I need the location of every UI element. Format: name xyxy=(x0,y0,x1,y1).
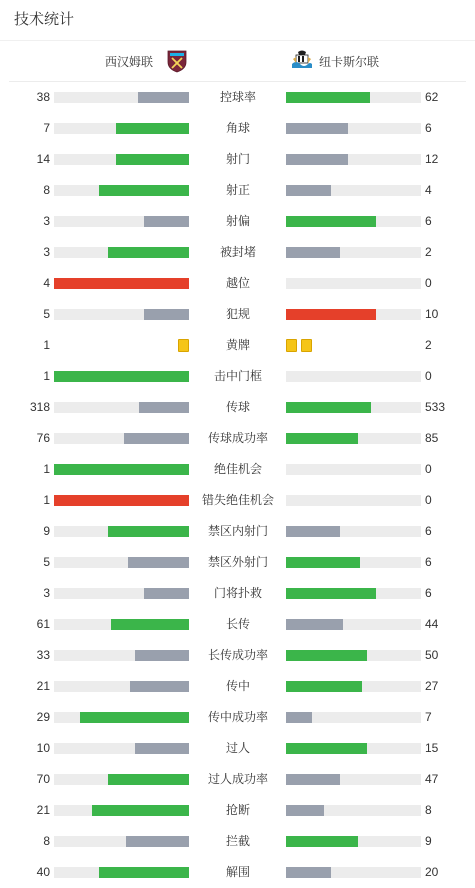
away-value: 15 xyxy=(425,741,439,755)
away-stat-bar-track xyxy=(286,92,421,103)
away-stat-bar xyxy=(286,185,331,196)
home-value: 70 xyxy=(36,772,50,786)
away-stat-bar-track xyxy=(286,743,421,754)
stat-label: 击中门框 xyxy=(213,369,262,383)
stat-row xyxy=(0,640,475,671)
stat-row xyxy=(0,795,475,826)
home-value: 21 xyxy=(36,679,50,693)
stat-row xyxy=(0,361,475,392)
away-value: 0 xyxy=(425,369,432,383)
home-stat-bar xyxy=(54,464,189,475)
home-value: 3 xyxy=(43,214,50,228)
home-stat-bar xyxy=(126,836,189,847)
stat-label: 射偏 xyxy=(225,214,250,228)
home-stat-bar xyxy=(135,743,189,754)
yellow-card-icon xyxy=(178,339,189,352)
home-value: 3 xyxy=(43,586,50,600)
away-stat-bar-track xyxy=(286,681,421,692)
stat-label: 射门 xyxy=(225,152,250,166)
stat-label: 绝佳机会 xyxy=(213,462,262,476)
newcastle-crest-icon xyxy=(290,49,314,73)
away-stat-bar xyxy=(286,433,358,444)
away-value: 47 xyxy=(425,772,439,786)
home-value: 1 xyxy=(43,462,50,476)
stat-row xyxy=(0,516,475,547)
home-value: 4 xyxy=(43,276,50,290)
away-stat-bar-track xyxy=(286,805,421,816)
teams-header xyxy=(9,41,466,82)
away-value: 0 xyxy=(425,462,432,476)
home-value: 3 xyxy=(43,245,50,259)
away-stat-bar xyxy=(286,836,358,847)
home-stat-bar-track xyxy=(54,185,189,196)
away-value: 2 xyxy=(425,245,432,259)
stat-row xyxy=(0,578,475,609)
home-value: 7 xyxy=(43,121,50,135)
home-stat-bar-track xyxy=(54,526,189,537)
away-stat-bar xyxy=(286,588,376,599)
home-value: 33 xyxy=(36,648,50,662)
away-value: 0 xyxy=(425,493,432,507)
stat-label: 传中 xyxy=(225,679,250,693)
home-stat-bar xyxy=(128,557,189,568)
home-stat-bar-track xyxy=(54,619,189,630)
home-stat-bar-track xyxy=(54,371,189,382)
home-stat-bar-track xyxy=(54,588,189,599)
away-value: 20 xyxy=(425,865,439,879)
yellow-card-icon xyxy=(301,339,312,352)
away-stat-bar-track xyxy=(286,309,421,320)
away-stat-bar-track xyxy=(286,588,421,599)
away-team-name: 纽卡斯尔联 xyxy=(319,55,380,69)
home-stat-bar xyxy=(99,185,189,196)
home-stat-bar-track xyxy=(54,464,189,475)
away-value: 6 xyxy=(425,121,432,135)
stat-label: 越位 xyxy=(225,276,250,290)
away-value: 10 xyxy=(425,307,439,321)
home-value: 40 xyxy=(36,865,50,879)
away-stat-bar-track xyxy=(286,123,421,134)
stat-label: 抢断 xyxy=(225,803,250,817)
stat-label: 被封堵 xyxy=(219,245,256,259)
stat-row xyxy=(0,485,475,516)
away-stat-bar-track xyxy=(286,557,421,568)
stat-row xyxy=(0,330,475,361)
home-value: 38 xyxy=(36,90,50,104)
home-stat-bar-track xyxy=(54,805,189,816)
home-stat-bar xyxy=(116,154,189,165)
away-stat-bar-track xyxy=(286,216,421,227)
away-value: 0 xyxy=(425,276,432,290)
away-value: 62 xyxy=(425,90,439,104)
away-stat-bar-track xyxy=(286,185,421,196)
away-stat-bar xyxy=(286,712,312,723)
home-stat-bar xyxy=(92,805,189,816)
away-stat-bar-track xyxy=(286,247,421,258)
stat-label: 传中成功率 xyxy=(207,710,268,724)
away-stat-bar xyxy=(286,557,360,568)
home-value: 1 xyxy=(43,493,50,507)
away-stat-bar xyxy=(286,309,376,320)
stat-row xyxy=(0,857,475,888)
away-stat-bar-track xyxy=(286,433,421,444)
stats-list xyxy=(0,82,475,888)
away-value: 12 xyxy=(425,152,439,166)
stat-row xyxy=(0,175,475,206)
away-stat-bar-track xyxy=(286,619,421,630)
away-stat-bar xyxy=(286,774,340,785)
away-value: 8 xyxy=(425,803,432,817)
home-stat-bar xyxy=(139,402,189,413)
home-value: 10 xyxy=(36,741,50,755)
home-stat-bar-track xyxy=(54,309,189,320)
away-stat-bar xyxy=(286,743,367,754)
home-stat-bar xyxy=(108,774,189,785)
stat-label: 传球 xyxy=(225,400,250,414)
home-value: 8 xyxy=(43,183,50,197)
away-stat-bar xyxy=(286,619,343,630)
stat-row xyxy=(0,82,475,113)
away-value: 6 xyxy=(425,214,432,228)
home-stat-bar xyxy=(116,123,189,134)
stat-label: 角球 xyxy=(225,121,250,135)
away-stat-bar xyxy=(286,154,348,165)
stat-row xyxy=(0,671,475,702)
stat-row xyxy=(0,454,475,485)
home-stat-bar xyxy=(135,650,189,661)
home-stat-bar-track xyxy=(54,712,189,723)
stat-label: 黄牌 xyxy=(225,338,250,352)
away-stat-bar xyxy=(286,867,331,878)
away-stat-bar-track xyxy=(286,526,421,537)
home-value: 14 xyxy=(36,152,50,166)
stat-row xyxy=(0,826,475,857)
away-stat-bar xyxy=(286,402,371,413)
home-stat-bar xyxy=(54,495,189,506)
west-ham-crest-icon xyxy=(165,49,189,73)
home-stat-bar xyxy=(144,216,189,227)
stat-row xyxy=(0,392,475,423)
home-stat-bar-track xyxy=(54,681,189,692)
stat-row xyxy=(0,547,475,578)
home-team-name: 西汉姆联 xyxy=(104,55,153,69)
home-stat-bar xyxy=(111,619,189,630)
home-stat-bar-track xyxy=(54,557,189,568)
away-stat-bar xyxy=(286,123,348,134)
home-stat-bar-track xyxy=(54,92,189,103)
home-stat-bar xyxy=(99,867,189,878)
home-value: 318 xyxy=(29,400,50,414)
away-stat-bar-track xyxy=(286,371,421,382)
stat-label: 禁区内射门 xyxy=(207,524,268,538)
away-value: 44 xyxy=(425,617,439,631)
home-value: 8 xyxy=(43,834,50,848)
home-stat-bar-track xyxy=(54,774,189,785)
home-stat-bar xyxy=(108,526,189,537)
home-stat-bar xyxy=(138,92,189,103)
stat-row xyxy=(0,764,475,795)
home-stat-bar xyxy=(130,681,189,692)
stat-row xyxy=(0,733,475,764)
away-stat-bar xyxy=(286,247,340,258)
away-stat-bar xyxy=(286,805,324,816)
home-stat-bar xyxy=(144,588,189,599)
away-value: 6 xyxy=(425,555,432,569)
home-stat-bar-track xyxy=(54,123,189,134)
away-value: 27 xyxy=(425,679,439,693)
away-value: 6 xyxy=(425,586,432,600)
away-value: 4 xyxy=(425,183,432,197)
stat-label: 犯规 xyxy=(225,307,250,321)
away-stat-bar-track xyxy=(286,402,421,413)
stat-label: 长传 xyxy=(225,617,250,631)
away-value: 2 xyxy=(425,338,432,352)
home-value: 21 xyxy=(36,803,50,817)
home-stat-bar-track xyxy=(54,743,189,754)
away-stat-bar-track xyxy=(286,154,421,165)
away-value: 533 xyxy=(425,400,446,414)
home-stat-bar-track xyxy=(54,867,189,878)
stat-label: 长传成功率 xyxy=(207,648,268,662)
away-stat-bar-track xyxy=(286,712,421,723)
home-value: 76 xyxy=(36,431,50,445)
stat-label: 过人 xyxy=(225,741,250,755)
home-stat-bar xyxy=(54,371,189,382)
away-stat-bar xyxy=(286,216,376,227)
stat-label: 过人成功率 xyxy=(207,772,268,786)
away-stat-bar xyxy=(286,650,367,661)
away-stat-bar xyxy=(286,681,362,692)
home-stat-bar-track xyxy=(54,278,189,289)
away-stat-bar-track xyxy=(286,464,421,475)
home-stat-bar xyxy=(124,433,189,444)
home-stat-bar-track xyxy=(54,433,189,444)
stat-row xyxy=(0,268,475,299)
home-value: 61 xyxy=(36,617,50,631)
stat-row xyxy=(0,423,475,454)
away-stat-bar-track xyxy=(286,867,421,878)
stat-label: 禁区外射门 xyxy=(207,555,268,569)
home-stat-bar-track xyxy=(54,495,189,506)
home-value: 9 xyxy=(43,524,50,538)
stat-row xyxy=(0,237,475,268)
home-stat-bar xyxy=(144,309,189,320)
home-stat-bar xyxy=(80,712,189,723)
away-stat-bar xyxy=(286,92,370,103)
away-value: 7 xyxy=(425,710,432,724)
stat-row xyxy=(0,113,475,144)
home-stat-bar-track xyxy=(54,154,189,165)
home-stat-bar-track xyxy=(54,402,189,413)
stat-label: 拦截 xyxy=(225,834,250,848)
away-stat-bar-track xyxy=(286,774,421,785)
stat-row xyxy=(0,702,475,733)
home-value: 5 xyxy=(43,307,50,321)
stat-row xyxy=(0,609,475,640)
home-stat-bar-track xyxy=(54,216,189,227)
away-value: 9 xyxy=(425,834,432,848)
away-value: 50 xyxy=(425,648,439,662)
stat-row xyxy=(0,299,475,330)
yellow-card-icon xyxy=(286,339,297,352)
away-stat-bar-track xyxy=(286,836,421,847)
home-value: 1 xyxy=(43,369,50,383)
stat-row xyxy=(0,144,475,175)
home-value: 29 xyxy=(36,710,50,724)
stat-label: 控球率 xyxy=(219,90,256,104)
home-value: 1 xyxy=(43,338,50,352)
away-stat-bar-track xyxy=(286,278,421,289)
home-stat-bar-track xyxy=(54,247,189,258)
away-value: 85 xyxy=(425,431,439,445)
away-stat-bar xyxy=(286,526,340,537)
home-stat-bar-track xyxy=(54,650,189,661)
away-stat-bar-track xyxy=(286,650,421,661)
home-stat-bar-track xyxy=(54,836,189,847)
home-stat-bar xyxy=(108,247,189,258)
away-value: 6 xyxy=(425,524,432,538)
stat-label: 门将扑救 xyxy=(213,586,262,600)
stat-row xyxy=(0,206,475,237)
stat-label: 射正 xyxy=(225,183,250,197)
page-title: 技术统计 xyxy=(0,0,475,41)
home-stat-bar xyxy=(54,278,189,289)
stat-label: 传球成功率 xyxy=(207,431,268,445)
away-stat-bar-track xyxy=(286,495,421,506)
stat-label: 错失绝佳机会 xyxy=(201,493,274,507)
stat-label: 解围 xyxy=(225,865,250,879)
home-value: 5 xyxy=(43,555,50,569)
